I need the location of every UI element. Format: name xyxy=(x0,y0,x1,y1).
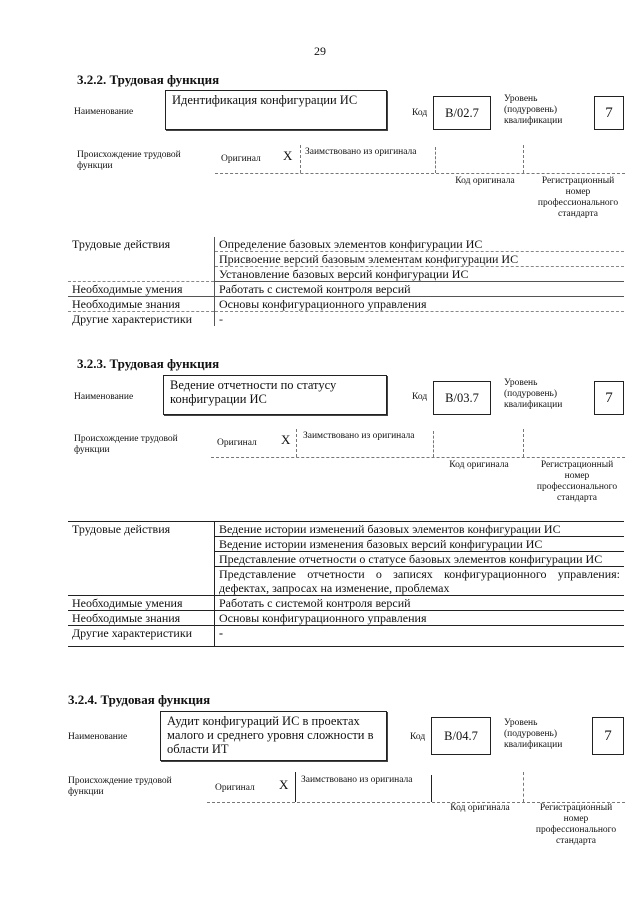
function-name: Идентификация конфигурации ИС xyxy=(172,93,358,107)
function-details-table xyxy=(68,521,624,647)
other-item: - xyxy=(215,626,625,647)
reg-number-cell xyxy=(523,772,625,802)
level-value: 7 xyxy=(604,727,612,744)
borrowed-label: Заимствовано из оригинала xyxy=(303,431,415,441)
action-item: Присвоение версий базовым элементам конфигурации ИС xyxy=(215,252,625,267)
skill-item: Работать с системой контроля версий xyxy=(215,596,625,611)
reg-number-label: Регистрационный номер профессионального стандарта xyxy=(536,460,618,503)
borrowed-cell xyxy=(303,431,434,457)
row-label: Другие характеристики xyxy=(68,626,215,647)
row-label: Необходимые знания xyxy=(68,297,215,312)
code-box xyxy=(431,717,491,755)
borrowed-cell xyxy=(301,775,432,802)
page-number: 29 xyxy=(314,44,326,58)
code-box xyxy=(433,381,491,415)
level-value: 7 xyxy=(605,389,613,406)
function-name-box xyxy=(163,375,387,415)
action-item: Определение базовых элементов конфигурации ИС xyxy=(215,237,625,252)
origin-code-label: Код оригинала xyxy=(455,176,515,186)
origin-code-cell xyxy=(431,772,524,802)
action-item: Ведение истории изменения базовых версий конфигурации ИС xyxy=(215,537,625,552)
function-name: Аудит конфигураций ИС в проектах малого и среднего уровня сложности в области ИТ xyxy=(167,714,374,756)
reg-number-cell xyxy=(523,145,625,173)
original-label: Оригинал xyxy=(221,154,261,164)
borrowed-label: Заимствовано из оригинала xyxy=(301,775,413,785)
code-label: Код xyxy=(410,732,426,742)
row-label: Трудовые действия xyxy=(68,237,215,282)
level-label: Уровень (подуровень) квалификации xyxy=(504,378,563,410)
function-code: B/02.7 xyxy=(445,105,479,120)
origin-code-label: Код оригинала xyxy=(449,460,509,470)
origin-row xyxy=(207,772,625,803)
origin-code-cell xyxy=(433,429,524,457)
skill-item: Работать с системой контроля версий xyxy=(215,282,625,297)
function-code: B/04.7 xyxy=(444,728,478,743)
level-box xyxy=(594,381,624,415)
original-cell xyxy=(215,145,301,173)
reg-number-cell xyxy=(523,429,625,457)
function-code: B/03.7 xyxy=(445,390,479,405)
section-title: 3.2.4. Трудовая функция xyxy=(68,692,211,707)
level-value: 7 xyxy=(605,104,613,121)
name-label: Наименование xyxy=(74,392,134,402)
other-item: - xyxy=(215,312,625,327)
row-label: Трудовые действия xyxy=(68,522,215,596)
function-name-box xyxy=(160,711,387,761)
level-label: Уровень (подуровень) квалификации xyxy=(504,94,563,126)
original-cell xyxy=(211,429,297,457)
action-item: Ведение истории изменений базовых элементов конфигурации ИС xyxy=(215,522,625,537)
function-name: Ведение отчетности по статусу конфигурации ИС xyxy=(170,378,337,406)
name-label: Наименование xyxy=(74,107,134,117)
reg-number-label: Регистрационный номер профессионального стандарта xyxy=(537,176,619,219)
original-label: Оригинал xyxy=(215,783,255,793)
reg-number-label: Регистрационный номер профессионального стандарта xyxy=(535,803,617,846)
original-label: Оригинал xyxy=(217,438,257,448)
action-item: Представление отчетности о статусе базовых элементов конфигурации ИС xyxy=(215,552,625,567)
action-item: Представление отчетности о записях конфигурационного управления: дефектах, запросах на изменение, проблемах xyxy=(215,567,625,596)
row-label: Необходимые умения xyxy=(68,282,215,297)
row-label: Необходимые знания xyxy=(68,611,215,626)
function-name-box xyxy=(165,90,387,130)
row-label: Необходимые умения xyxy=(68,596,215,611)
original-mark: X xyxy=(281,432,291,447)
function-details-table xyxy=(68,237,624,326)
row-label: Другие характеристики xyxy=(72,312,193,326)
name-label: Наименование xyxy=(68,732,128,742)
code-label: Код xyxy=(412,108,428,118)
origin-label: Происхождение трудовой функции xyxy=(74,434,178,455)
origin-label: Происхождение трудовой функции xyxy=(77,150,181,171)
original-cell xyxy=(207,772,296,802)
knowledge-item: Основы конфигурационного управления xyxy=(215,297,625,312)
original-mark: X xyxy=(283,148,293,163)
origin-code-label: Код оригинала xyxy=(450,803,510,813)
origin-label: Происхождение трудовой функции xyxy=(68,776,172,797)
level-box xyxy=(594,96,624,130)
knowledge-item: Основы конфигурационного управления xyxy=(215,611,625,626)
level-box xyxy=(592,717,624,755)
original-mark: X xyxy=(279,777,289,792)
origin-code-cell xyxy=(435,145,524,173)
origin-row xyxy=(211,429,625,458)
code-box xyxy=(433,96,491,130)
code-label: Код xyxy=(412,392,428,402)
level-label: Уровень (подуровень) квалификации xyxy=(504,718,563,750)
origin-row xyxy=(215,145,625,174)
borrowed-label: Заимствовано из оригинала xyxy=(305,147,417,157)
section-title: 3.2.2. Трудовая функция xyxy=(77,72,220,87)
borrowed-cell xyxy=(305,147,436,173)
section-title: 3.2.3. Трудовая функция xyxy=(77,356,220,371)
action-item: Установление базовых версий конфигурации ИС xyxy=(215,267,625,282)
